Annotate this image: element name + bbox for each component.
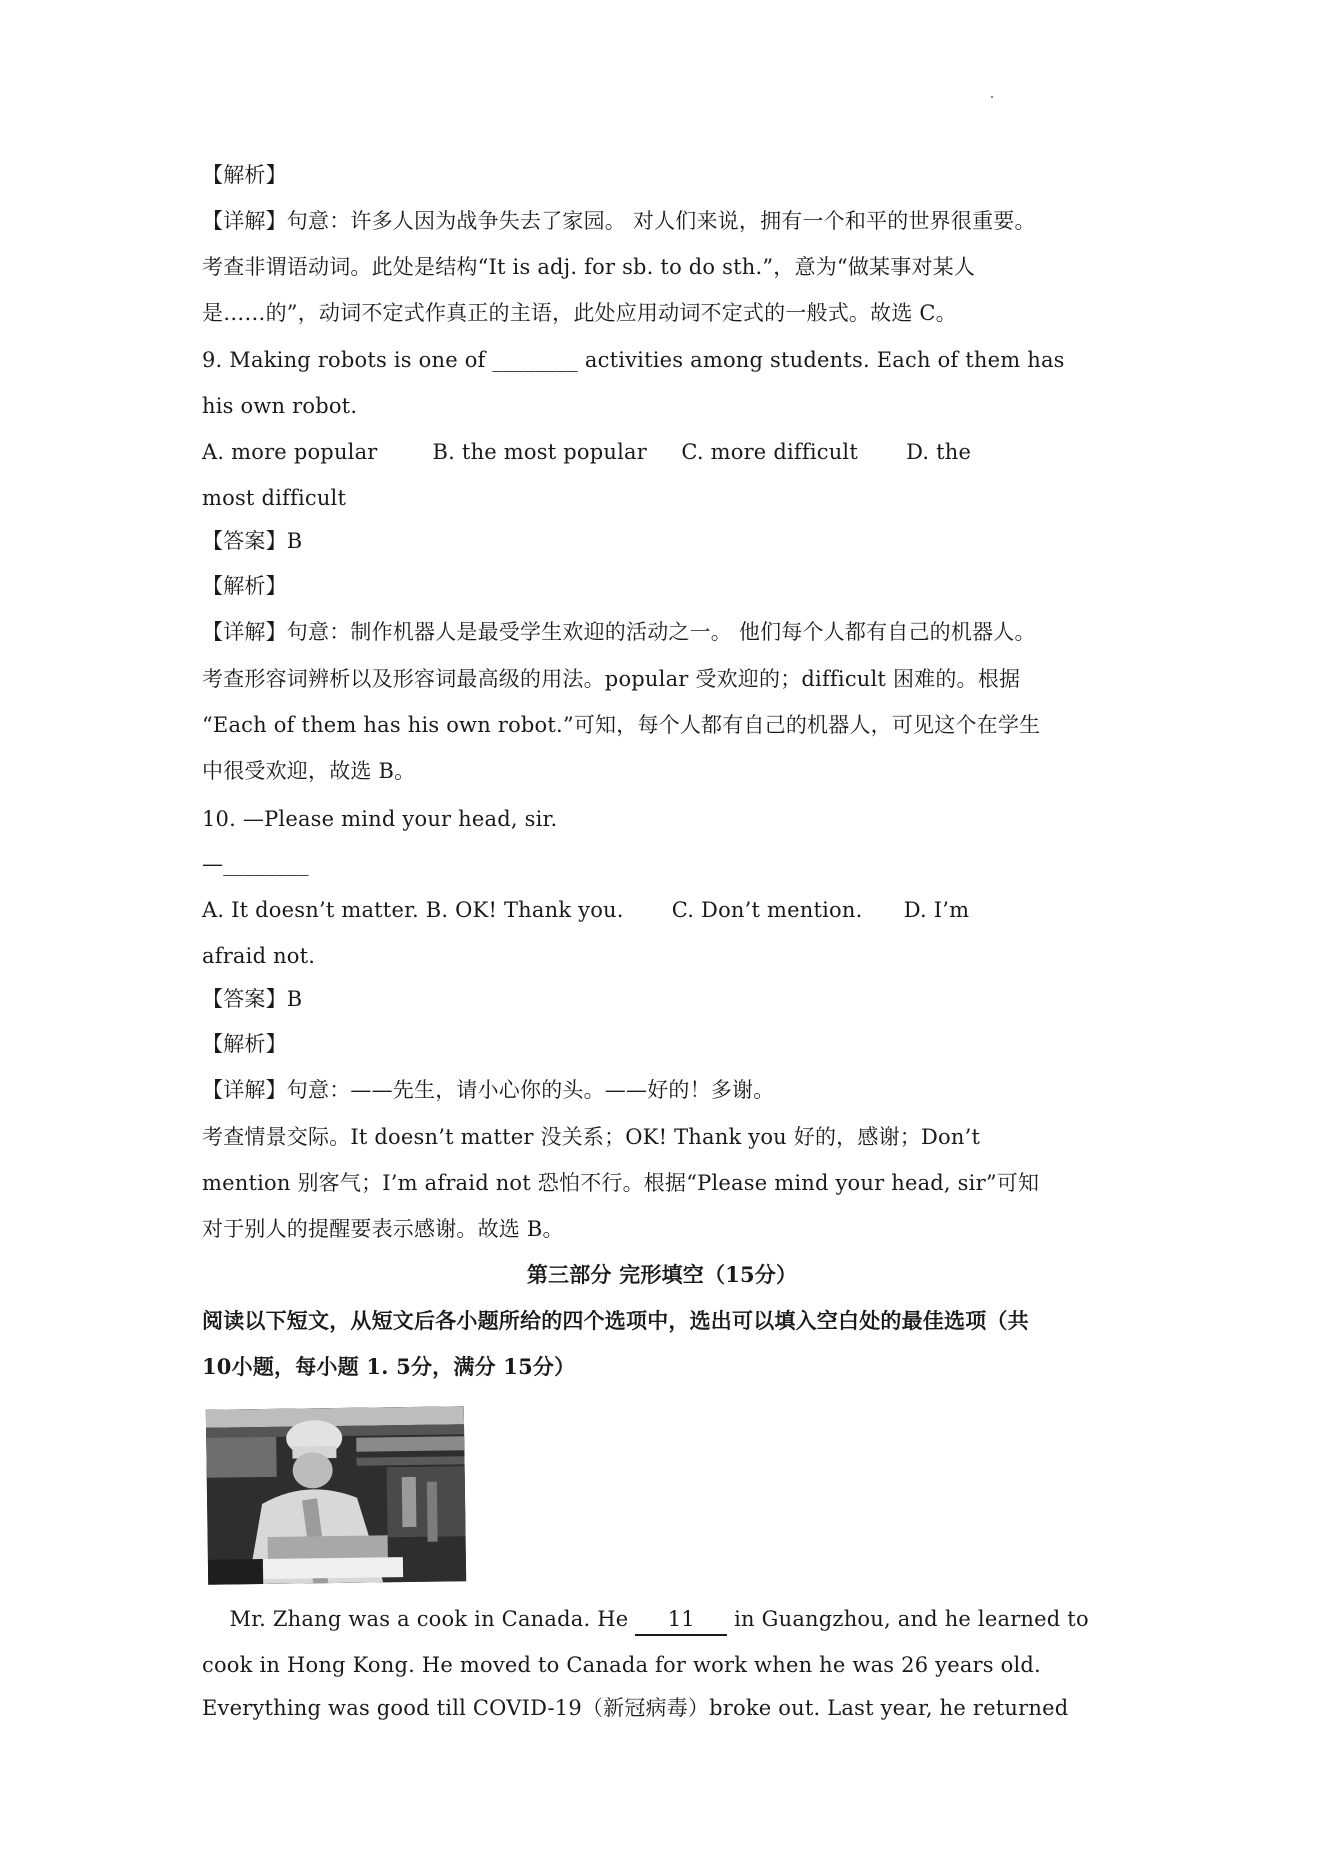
section-title: 第三部分 完形填空（15分）: [526, 1262, 798, 1287]
answer-10: 【答案】B: [202, 987, 303, 1011]
explanation-10-line3: mention 别客气；I’m afraid not 恐怕不行。根据“Please mind your head, sir”可知: [202, 1171, 1040, 1195]
passage-text-before-blank: Mr. Zhang was a cook in Canada. He: [202, 1607, 636, 1631]
explanation-10: 【详解】句意：——先生，请小心你的头。——好的！多谢。: [202, 1078, 775, 1102]
cook-photo-image: [206, 1406, 466, 1585]
answer-9: 【答案】B: [202, 529, 303, 553]
section-instructions-line2: 10小题，每小题 1. 5分，满分 15分）: [202, 1354, 576, 1379]
question-10-options-line2: afraid not.: [202, 944, 316, 968]
explanation-9-line3: “Each of them has his own robot.”可知，每个人都有自己的机器人，可见这个在学生: [202, 713, 1041, 737]
explanation-8: 【详解】句意：许多人因为战争失去了家园。 对人们来说，拥有一个和平的世界很重要。: [202, 209, 1036, 233]
analysis-label-10: 【解析】: [202, 1032, 287, 1056]
question-10-response: —________: [202, 852, 309, 876]
passage-line2: cook in Hong Kong. He moved to Canada for work when he was 26 years old.: [202, 1653, 1041, 1677]
passage-line3: Everything was good till COVID-19（新冠病毒）broke out. Last year, he returned: [202, 1696, 1069, 1720]
explanation-8-line3: 是……的”，动词不定式作真正的主语，此处应用动词不定式的一般式。故选 C。: [202, 301, 957, 325]
passage-text-after-blank: in Guangzhou, and he learned to: [727, 1607, 1089, 1631]
explanation-9-line4: 中很受欢迎，故选 B。: [202, 759, 416, 783]
question-9-options-line2: most difficult: [202, 486, 347, 510]
analysis-label-8: 【解析】: [202, 163, 287, 187]
section-instructions: 阅读以下短文，从短文后各小题所给的四个选项中，选出可以填入空白处的最佳选项（共: [202, 1308, 1029, 1333]
cook-photo: [206, 1406, 466, 1585]
explanation-9: 【详解】句意：制作机器人是最受学生欢迎的活动之一。 他们每个人都有自己的机器人。: [202, 620, 1036, 644]
explanation-8-line2: 考查非谓语动词。此处是结构“It is adj. for sb. to do sth.”，意为“做某事对某人: [202, 255, 976, 279]
explanation-9-line2: 考查形容词辨析以及形容词最高级的用法。popular 受欢迎的；difficult 困难的。根据: [202, 667, 1021, 691]
explanation-10-line2: 考查情景交际。It doesn’t matter 没关系；OK! Thank you 好的，感谢；Don’t: [202, 1125, 981, 1149]
question-9: 9. Making robots is one of ________ activities among students. Each of them has: [202, 348, 1065, 372]
blank-11: 11: [635, 1604, 727, 1636]
explanation-10-line4: 对于别人的提醒要表示感谢。故选 B。: [202, 1217, 564, 1241]
question-9-options: A. more popular B. the most popular C. more difficult D. the: [202, 440, 972, 464]
passage-line1: [202, 1604, 1142, 1636]
question-9-line2: his own robot.: [202, 394, 358, 418]
question-10: 10. —Please mind your head, sir.: [202, 807, 558, 831]
scan-speck: [991, 96, 993, 98]
analysis-label-9: 【解析】: [202, 574, 287, 598]
question-10-options: A. It doesn’t matter. B. OK! Thank you. C. Don’t mention. D. I’m: [202, 898, 970, 922]
